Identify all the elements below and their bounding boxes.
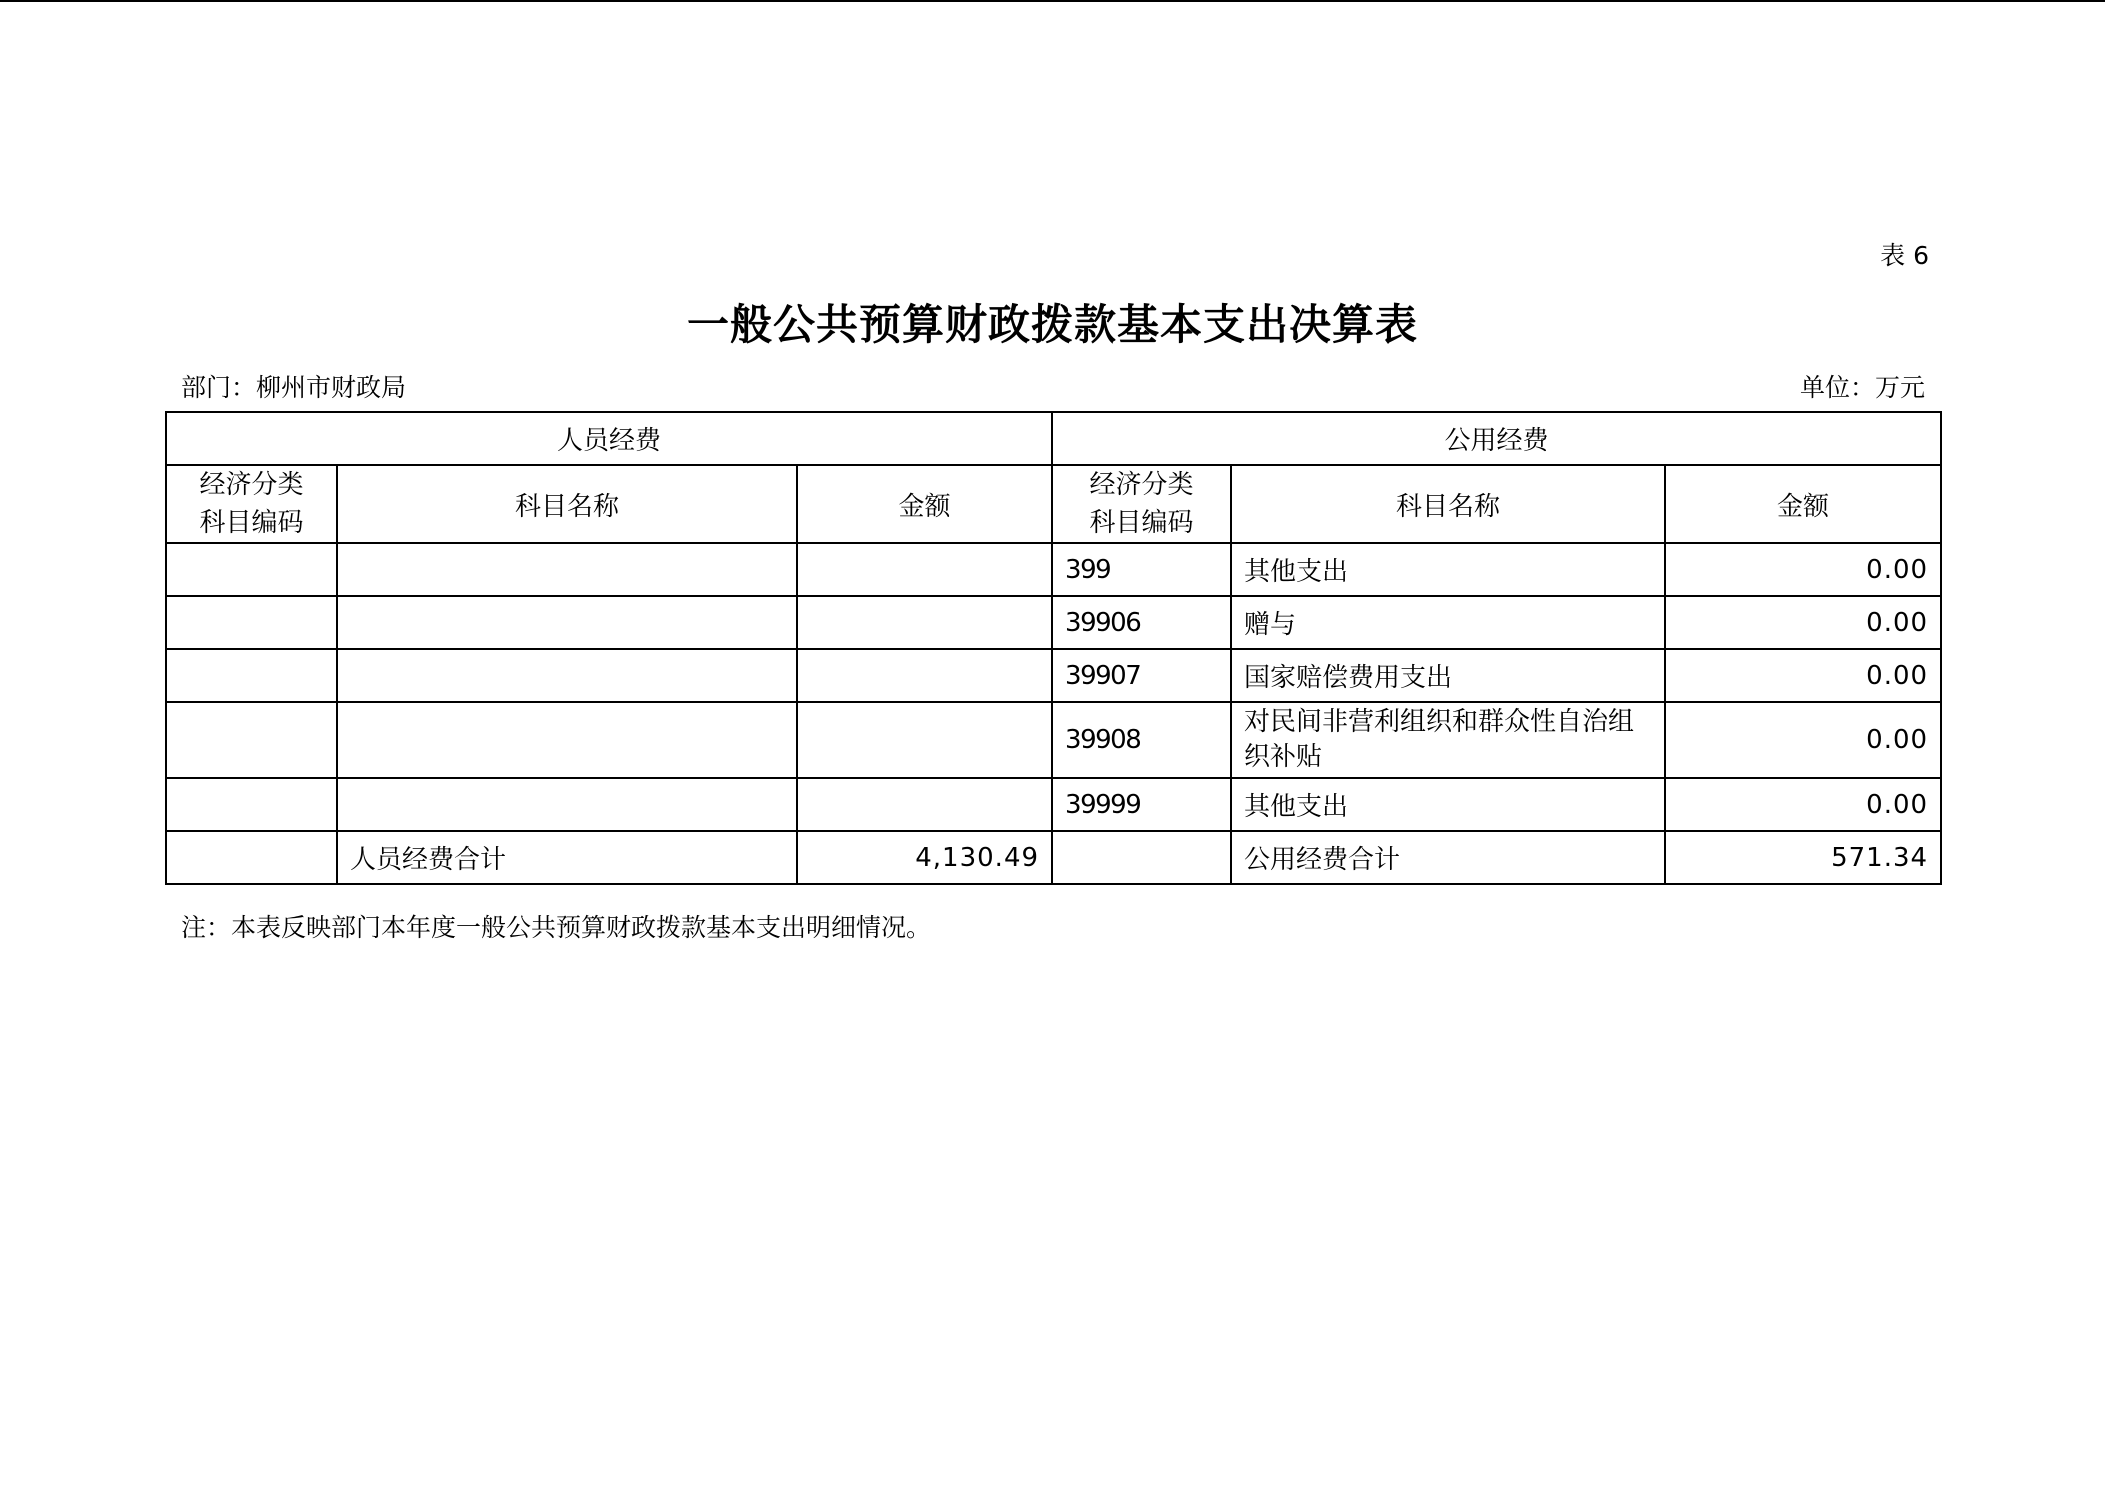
personnel-code-cell	[166, 702, 337, 778]
personnel-amount-cell	[797, 778, 1052, 831]
header-public-amount: 金额	[1665, 465, 1941, 543]
personnel-total-label: 人员经费合计	[337, 831, 797, 884]
table-row	[166, 702, 1941, 778]
personnel-code-cell	[166, 596, 337, 649]
header-personnel-amount: 金额	[797, 465, 1052, 543]
public-total-label: 公用经费合计	[1231, 831, 1665, 884]
header-personnel: 人员经费	[166, 412, 1052, 465]
public-code-cell: 399	[1052, 543, 1231, 596]
personnel-amount-cell	[797, 596, 1052, 649]
public-code-cell: 39906	[1052, 596, 1231, 649]
personnel-amount-cell	[797, 649, 1052, 702]
totals-public-code-cell	[1052, 831, 1231, 884]
table-note: 注：本表反映部门本年度一般公共预算财政拨款基本支出明细情况。	[181, 913, 932, 942]
public-amount-cell: 0.00	[1665, 649, 1941, 702]
department-label: 部门：柳州市财政局	[181, 373, 407, 402]
header-personnel-subject-name: 科目名称	[337, 465, 797, 543]
public-amount-cell: 0.00	[1665, 702, 1941, 778]
unit-label: 单位：万元	[1799, 373, 1925, 402]
personnel-name-cell	[337, 543, 797, 596]
personnel-name-cell	[337, 596, 797, 649]
public-code-cell: 39908	[1052, 702, 1231, 778]
personnel-code-cell	[166, 543, 337, 596]
personnel-name-cell	[337, 702, 797, 778]
table-row	[166, 778, 1941, 831]
personnel-amount-cell	[797, 702, 1052, 778]
personnel-amount-cell	[797, 543, 1052, 596]
public-name-cell: 国家赔偿费用支出	[1231, 649, 1665, 702]
personnel-code-cell	[166, 778, 337, 831]
header-personnel-econ-code: 经济分类 科目编码	[166, 465, 337, 543]
personnel-name-cell	[337, 778, 797, 831]
totals-personnel-code-cell	[166, 831, 337, 884]
header-row-group	[166, 412, 1941, 465]
table-number: 表 6	[1880, 241, 1929, 270]
expenditure-table	[165, 411, 1942, 885]
public-amount-cell: 0.00	[1665, 596, 1941, 649]
public-name-cell: 赠与	[1231, 596, 1665, 649]
personnel-code-cell	[166, 649, 337, 702]
personnel-name-cell	[337, 649, 797, 702]
table-row	[166, 649, 1941, 702]
header-row-columns	[166, 465, 1941, 543]
public-name-cell: 其他支出	[1231, 543, 1665, 596]
header-public-subject-name: 科目名称	[1231, 465, 1665, 543]
public-total-amount: 571.34	[1665, 831, 1941, 884]
public-name-cell: 其他支出	[1231, 778, 1665, 831]
header-public: 公用经费	[1052, 412, 1941, 465]
public-code-cell: 39999	[1052, 778, 1231, 831]
header-public-econ-code: 经济分类 科目编码	[1052, 465, 1231, 543]
public-name-cell: 对民间非营利组织和群众性自治组织补贴	[1231, 702, 1665, 778]
public-amount-cell: 0.00	[1665, 543, 1941, 596]
personnel-total-amount: 4,130.49	[797, 831, 1052, 884]
table-row	[166, 596, 1941, 649]
totals-row	[166, 831, 1941, 884]
public-amount-cell: 0.00	[1665, 778, 1941, 831]
page-title: 一般公共预算财政拨款基本支出决算表	[686, 300, 1418, 349]
table-row	[166, 543, 1941, 596]
top-border-line	[0, 0, 2105, 2]
public-code-cell: 39907	[1052, 649, 1231, 702]
